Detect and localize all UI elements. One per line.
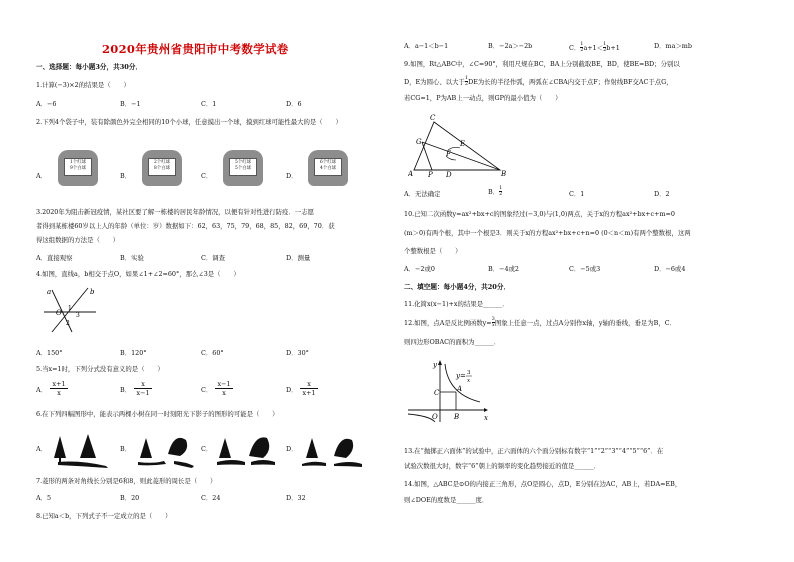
question-14-line2: 则∠DOE的度数是______度． (404, 496, 489, 504)
question-5-option-b[interactable]: B． (120, 386, 132, 394)
question-10-option-c[interactable]: C．−5或3 (569, 265, 601, 273)
question-3-option-b[interactable]: B．实验 (120, 254, 144, 262)
question-9-option-a[interactable]: A．无法确定 (404, 190, 441, 198)
question-5-option-d[interactable]: D． (286, 386, 298, 394)
question-10-option-a[interactable]: A．−2或0 (404, 265, 435, 273)
section-1-heading: 一、选择题：每小题3分，共30分． (36, 63, 143, 71)
question-12-figure (404, 358, 490, 424)
question-7-stem: 7.菱形的两条对角线长分别是6和8，则此菱形的周长是（ ） (36, 477, 217, 485)
question-2-option-a[interactable]: A． (36, 172, 48, 180)
question-4-figure (44, 284, 104, 336)
section-2-heading: 二、填空题：每小题4分，共20分． (404, 283, 511, 291)
question-12-line2: 则四边形OBAC的面积为______． (404, 338, 501, 346)
question-6-option-c[interactable]: C． (201, 445, 213, 453)
question-8-option-c[interactable]: C． $\frac{1}{2}$ a+1＜ $\frac{1}{2}$ b+1 (569, 41, 620, 54)
exam-title: 2020年贵州省贵阳市中考数学试卷 (102, 42, 289, 56)
triangle-abc (414, 122, 500, 170)
label-o: O (432, 413, 438, 421)
fraction-b: x x−1 (134, 380, 152, 397)
question-14-line1: 14.如图，△ABC是⊙O的内接正三角形，点O是圆心，点D，E分别在边AC，AB上，若DA=EB， (404, 480, 682, 488)
label-equation-num: 3 (467, 370, 471, 376)
question-4-option-a[interactable]: A．150° (36, 349, 63, 357)
question-8-option-b[interactable]: B．−2a＞−2b (488, 42, 533, 50)
question-6-stem: 6.在下列四幅图形中，能表示两棵小树在同一时刻阳光下影子的图形的可能是（ ） (36, 410, 279, 418)
label-p: P (428, 171, 433, 178)
question-7-option-b[interactable]: B．20 (120, 494, 140, 502)
question-9-line1: 9.如图，Rt△ABC中，∠C=90°，利用尺规在BC，BA上分别截取BE，BD，使BE=BD；分别以 (404, 60, 680, 68)
question-3-line3: 得这组数据的方法是（ ） (36, 236, 120, 244)
question-10-option-b[interactable]: B．−4或2 (488, 265, 519, 273)
question-6-option-b[interactable]: B． (120, 445, 132, 453)
question-2-option-b[interactable]: B． (120, 172, 132, 180)
question-3-line1: 3.2020年为阻击新冠疫情，某社区要了解一栋楼的居民年龄情况，以便有针对性进行防疫．一志愿 (36, 208, 314, 216)
question-3-option-c[interactable]: C．调查 (201, 254, 226, 262)
label-d: D (446, 171, 452, 178)
question-4-option-c[interactable]: C．60° (201, 349, 224, 357)
question-3-option-a[interactable]: A．直接观察 (36, 254, 73, 262)
question-10-line3: 个整数根是（ ） (404, 247, 462, 255)
question-7-option-a[interactable]: A．5 (36, 494, 52, 502)
question-1-option-a[interactable]: A．−6 (36, 100, 57, 108)
label-o: O (56, 309, 62, 317)
bag-b-image: 2个红球 8个白球 (142, 150, 182, 186)
question-1-stem: 1.计算(−3)×2的结果是（ ） (36, 81, 130, 89)
label-c: C (434, 389, 440, 397)
question-3-line2: 者得到某栋楼60岁以上人的年龄（单位：岁）数据如下：62，63，75，79，68，85，82，69，70．获 (36, 222, 335, 230)
label-g: G (416, 138, 422, 146)
question-5-stem: 5.当x=1时，下列分式没有意义的是（ ） (36, 365, 164, 373)
question-9-option-c[interactable]: C．1 (569, 190, 585, 198)
label-x: x (484, 414, 488, 422)
trees-figure-b (134, 428, 198, 470)
label-a: A (408, 170, 414, 178)
fraction-a: x+1 x (50, 380, 68, 397)
question-1-option-b[interactable]: B．−1 (120, 100, 141, 108)
question-13-line1: 13.在“抛掷正六面体”的试验中，正六面体的六个面分别标有数字“1”“2”“3”“4”“5”“6”．在 (404, 447, 664, 455)
question-4-stem: 4.如图，直线a，b相交于点O，如果∠1+∠2=60°，那么∠3是（ ） (36, 270, 240, 278)
segment-gp (422, 142, 432, 170)
question-10-line1: 10.已知二次函数y=ax²+bx+c的图象经过(−3,0)与(1,0)两点，关于x的方程ax²+bx+c+m=0 (404, 210, 675, 218)
bag-a-image: 1个红球 9个白球 (58, 150, 98, 186)
question-13-line2: 试验次数很大时，数字“6”朝上的频率的变化趋势接近的值是______． (404, 462, 600, 470)
question-4-option-b[interactable]: B．120° (120, 349, 147, 357)
right-column (404, 0, 760, 562)
hyperbola-right (445, 364, 480, 402)
label-a: a (47, 288, 52, 296)
label-equation: y= (456, 372, 466, 380)
question-7-option-d[interactable]: D．32 (286, 494, 306, 502)
label-equation-den: x (467, 378, 471, 384)
question-5-option-c[interactable]: C． (201, 386, 213, 394)
question-2-stem-line1: 2.下列4个袋子中，装有除颜色外完全相同的10个小球，任意摸出一个球，摸到红球可能性最大的是（ ） (36, 118, 342, 126)
fraction-c: x−1 x (215, 380, 233, 397)
trees-figure-d (300, 428, 364, 470)
question-1-option-c[interactable]: C．1 (201, 100, 217, 108)
question-8-stem: 8.已知a＜b，下列式子不一定成立的是（ ） (36, 512, 172, 520)
question-10-line2: (m＞0)有两个根，其中一个根是3．则关于x的方程ax²+bx+c+n=0 (0＜n＜m)有两个整数根，这两 (404, 229, 691, 237)
fraction-d: x x+1 (300, 380, 318, 397)
label-b: B (501, 170, 507, 178)
question-4-option-d[interactable]: D．30° (286, 349, 309, 357)
bag-d-image: 6个红球 4个白球 (308, 150, 348, 186)
label-angle-1: 1 (68, 305, 72, 312)
question-11: 11.化简x(x−1)+x的结果是______． (404, 300, 509, 308)
question-6-option-a[interactable]: A． (36, 445, 48, 453)
question-9-option-b[interactable]: B． $\frac{1}{2}$ (488, 185, 503, 198)
question-7-option-c[interactable]: C．24 (201, 494, 221, 502)
question-3-option-d[interactable]: D．测量 (286, 254, 311, 262)
question-1-option-d[interactable]: D．6 (286, 100, 302, 108)
question-10-option-d[interactable]: D．−6或4 (654, 265, 686, 273)
label-angle-3: 3 (76, 312, 80, 319)
label-b: b (90, 288, 95, 296)
label-f: F (446, 150, 451, 158)
question-2-option-c[interactable]: C． (201, 172, 213, 180)
label-a: A (457, 385, 463, 393)
question-9-figure (408, 112, 508, 178)
left-column (36, 0, 381, 562)
bag-c-image: 5个红球 5个白球 (223, 150, 263, 186)
label-angle-2: 2 (66, 320, 70, 327)
trees-figure-a (50, 428, 114, 470)
label-b: B (454, 413, 460, 421)
question-8-option-a[interactable]: A．a−1＜b−1 (404, 42, 449, 50)
question-9-line3: 若CG=1，P为AB上一动点，则GP的最小值为（ ） (404, 94, 562, 102)
question-5-option-a[interactable]: A． (36, 386, 48, 394)
question-9-line2: D，E为圆心、以大于 $\frac{1}{2}$ DE为长的半径作弧，两弧在∠CBA内交于点F；作射线BF交AC于点G， (404, 75, 673, 88)
hyperbola-left (408, 414, 435, 422)
question-6-option-d[interactable]: D． (286, 445, 298, 453)
question-9-option-d[interactable]: D．2 (654, 190, 670, 198)
question-8-option-d[interactable]: D．ma＞mb (654, 42, 692, 50)
trees-figure-c (215, 428, 279, 470)
label-y: y (433, 361, 437, 369)
label-c: C (430, 114, 436, 122)
question-12-line1: 12.如图，点A是反比例函数y= $\frac{3}{x}$ 图象上任意一点，过点A分别作x轴，y轴的垂线，垂足为B，C． (404, 316, 677, 329)
question-2-option-d[interactable]: D． (286, 172, 298, 180)
label-e: E (460, 140, 466, 148)
